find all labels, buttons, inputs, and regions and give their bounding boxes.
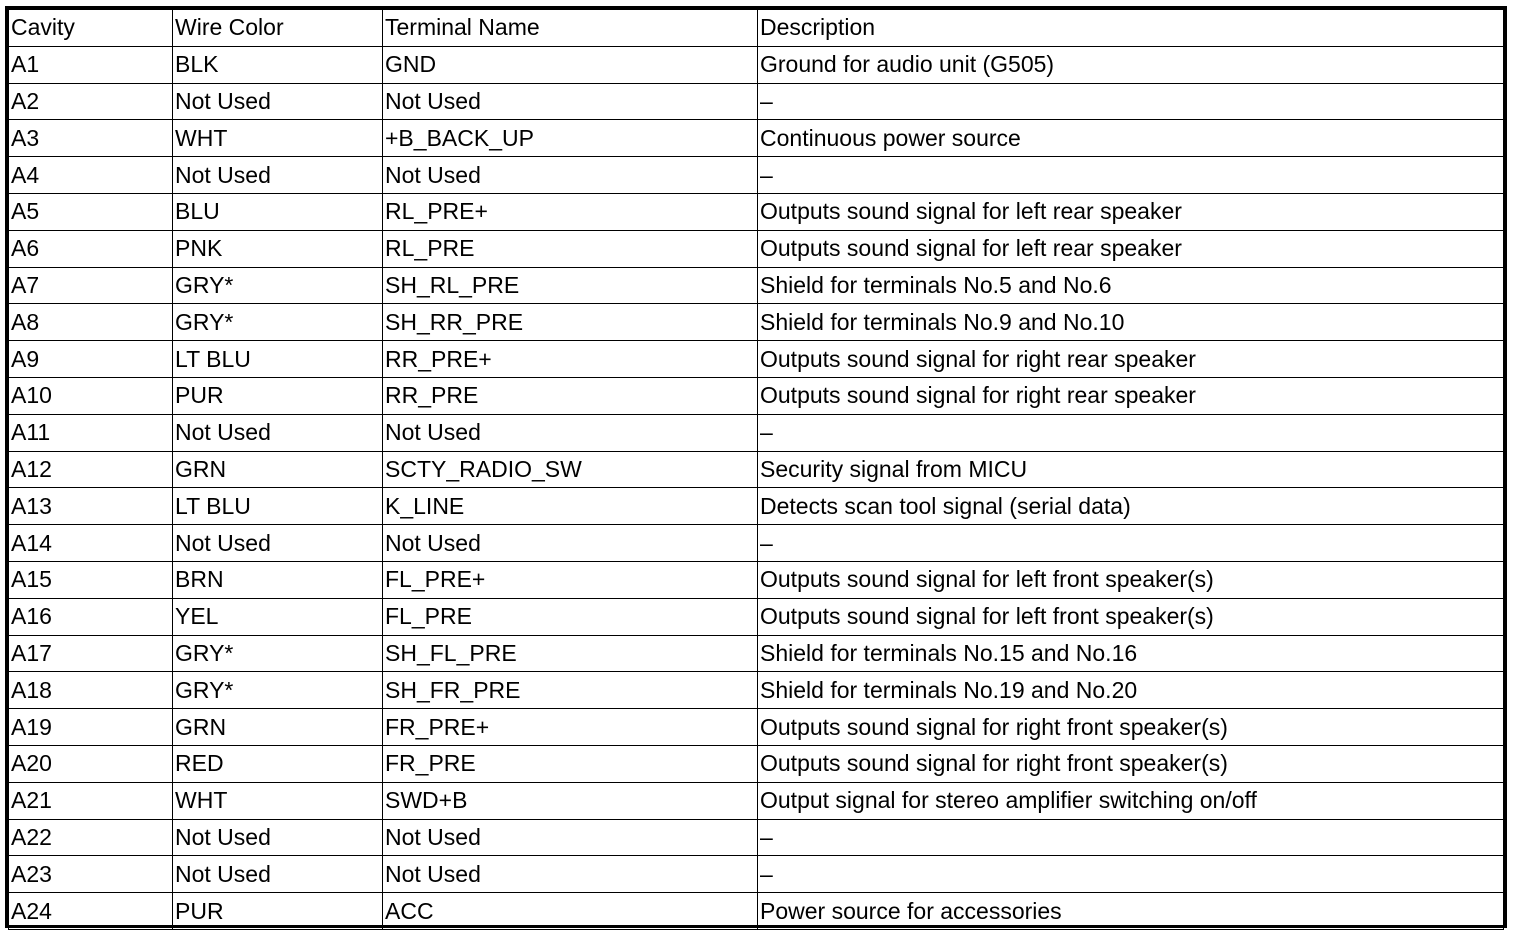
cell-description: Output signal for stereo amplifier switching on/off — [758, 782, 1504, 819]
table-row — [9, 120, 1504, 157]
cell-wire-color: WHT — [173, 782, 383, 819]
table-row — [9, 341, 1504, 378]
cell-terminal-name: FR_PRE — [383, 745, 758, 782]
cell-wire-color: BRN — [173, 561, 383, 598]
cell-cavity: A11 — [9, 414, 173, 451]
cell-terminal-name: SH_FR_PRE — [383, 672, 758, 709]
cell-wire-color: LT BLU — [173, 488, 383, 525]
cell-terminal-name: Not Used — [383, 83, 758, 120]
cell-description: Shield for terminals No.15 and No.16 — [758, 635, 1504, 672]
cell-cavity: A16 — [9, 598, 173, 635]
cell-cavity: A15 — [9, 561, 173, 598]
cell-terminal-name: RR_PRE — [383, 377, 758, 414]
table-row — [9, 46, 1504, 83]
cell-cavity: A22 — [9, 819, 173, 856]
cell-cavity: A18 — [9, 672, 173, 709]
table-row — [9, 598, 1504, 635]
cell-cavity: A2 — [9, 83, 173, 120]
cell-wire-color: RED — [173, 745, 383, 782]
cell-description: – — [758, 856, 1504, 893]
cell-description: Outputs sound signal for left front speaker(s) — [758, 598, 1504, 635]
table-row — [9, 672, 1504, 709]
cell-wire-color: Not Used — [173, 856, 383, 893]
cell-wire-color: GRY* — [173, 304, 383, 341]
cell-cavity: A14 — [9, 525, 173, 562]
cell-cavity: A12 — [9, 451, 173, 488]
cell-wire-color: YEL — [173, 598, 383, 635]
cell-description: – — [758, 819, 1504, 856]
cell-terminal-name: SCTY_RADIO_SW — [383, 451, 758, 488]
cell-description: Shield for terminals No.5 and No.6 — [758, 267, 1504, 304]
header-cavity: Cavity — [9, 10, 173, 47]
header-wire-color: Wire Color — [173, 10, 383, 47]
cell-terminal-name: Not Used — [383, 414, 758, 451]
cell-cavity: A8 — [9, 304, 173, 341]
header-terminal-name: Terminal Name — [383, 10, 758, 47]
cell-terminal-name: SWD+B — [383, 782, 758, 819]
table-row — [9, 819, 1504, 856]
table-row — [9, 745, 1504, 782]
cell-description: – — [758, 414, 1504, 451]
cell-cavity: A6 — [9, 230, 173, 267]
table-row — [9, 488, 1504, 525]
cell-wire-color: BLK — [173, 46, 383, 83]
cell-terminal-name: GND — [383, 46, 758, 83]
cell-terminal-name: +B_BACK_UP — [383, 120, 758, 157]
cell-terminal-name: Not Used — [383, 157, 758, 194]
table-row — [9, 782, 1504, 819]
table-row — [9, 856, 1504, 893]
cell-wire-color: Not Used — [173, 525, 383, 562]
cell-terminal-name: RL_PRE+ — [383, 193, 758, 230]
cell-wire-color: LT BLU — [173, 341, 383, 378]
cell-cavity: A1 — [9, 46, 173, 83]
cell-description: – — [758, 525, 1504, 562]
cell-cavity: A3 — [9, 120, 173, 157]
table-row — [9, 304, 1504, 341]
table-row — [9, 451, 1504, 488]
cell-description: Power source for accessories — [758, 893, 1504, 930]
cell-cavity: A4 — [9, 157, 173, 194]
cell-description: Outputs sound signal for left rear speaker — [758, 230, 1504, 267]
cell-description: Continuous power source — [758, 120, 1504, 157]
cell-cavity: A5 — [9, 193, 173, 230]
cell-wire-color: PUR — [173, 377, 383, 414]
cell-terminal-name: SH_FL_PRE — [383, 635, 758, 672]
cell-terminal-name: K_LINE — [383, 488, 758, 525]
cell-wire-color: Not Used — [173, 83, 383, 120]
cell-description: Shield for terminals No.9 and No.10 — [758, 304, 1504, 341]
cell-terminal-name: SH_RL_PRE — [383, 267, 758, 304]
cell-cavity: A13 — [9, 488, 173, 525]
cell-description: Security signal from MICU — [758, 451, 1504, 488]
cell-wire-color: PNK — [173, 230, 383, 267]
cell-wire-color: GRY* — [173, 267, 383, 304]
table-row — [9, 377, 1504, 414]
table-row — [9, 893, 1504, 930]
cell-wire-color: PUR — [173, 893, 383, 930]
cell-wire-color: BLU — [173, 193, 383, 230]
table-row — [9, 525, 1504, 562]
table-header-row — [9, 10, 1504, 47]
cell-cavity: A20 — [9, 745, 173, 782]
cell-wire-color: WHT — [173, 120, 383, 157]
cell-description: Outputs sound signal for left front speaker(s) — [758, 561, 1504, 598]
cell-wire-color: Not Used — [173, 157, 383, 194]
cell-wire-color: Not Used — [173, 819, 383, 856]
cell-wire-color: GRY* — [173, 672, 383, 709]
cell-wire-color: GRN — [173, 451, 383, 488]
table-row — [9, 267, 1504, 304]
table-row — [9, 414, 1504, 451]
cell-cavity: A10 — [9, 377, 173, 414]
table-row — [9, 193, 1504, 230]
table-row — [9, 561, 1504, 598]
cell-cavity: A23 — [9, 856, 173, 893]
cell-cavity: A21 — [9, 782, 173, 819]
cell-wire-color: Not Used — [173, 414, 383, 451]
table-row — [9, 709, 1504, 746]
table-row — [9, 83, 1504, 120]
cell-description: Outputs sound signal for right rear speaker — [758, 377, 1504, 414]
cell-description: Outputs sound signal for left rear speaker — [758, 193, 1504, 230]
cell-wire-color: GRY* — [173, 635, 383, 672]
cell-terminal-name: Not Used — [383, 819, 758, 856]
cell-description: Outputs sound signal for right front speaker(s) — [758, 709, 1504, 746]
cell-description: Outputs sound signal for right rear speaker — [758, 341, 1504, 378]
cell-terminal-name: FL_PRE — [383, 598, 758, 635]
cell-terminal-name: FR_PRE+ — [383, 709, 758, 746]
cell-cavity: A17 — [9, 635, 173, 672]
cell-description: – — [758, 157, 1504, 194]
cell-description: Ground for audio unit (G505) — [758, 46, 1504, 83]
cell-cavity: A19 — [9, 709, 173, 746]
connector-pinout-table — [8, 9, 1504, 930]
cell-terminal-name: Not Used — [383, 856, 758, 893]
cell-terminal-name: RR_PRE+ — [383, 341, 758, 378]
cell-cavity: A24 — [9, 893, 173, 930]
cell-description: Detects scan tool signal (serial data) — [758, 488, 1504, 525]
table-row — [9, 157, 1504, 194]
cell-description: Shield for terminals No.19 and No.20 — [758, 672, 1504, 709]
table-row — [9, 230, 1504, 267]
cell-description: Outputs sound signal for right front speaker(s) — [758, 745, 1504, 782]
table-row — [9, 635, 1504, 672]
cell-wire-color: GRN — [173, 709, 383, 746]
cell-cavity: A9 — [9, 341, 173, 378]
cell-terminal-name: RL_PRE — [383, 230, 758, 267]
table-body — [9, 46, 1504, 929]
cell-terminal-name: ACC — [383, 893, 758, 930]
connector-table-frame — [5, 6, 1507, 928]
header-description: Description — [758, 10, 1504, 47]
cell-terminal-name: FL_PRE+ — [383, 561, 758, 598]
cell-description: – — [758, 83, 1504, 120]
cell-terminal-name: SH_RR_PRE — [383, 304, 758, 341]
cell-cavity: A7 — [9, 267, 173, 304]
cell-terminal-name: Not Used — [383, 525, 758, 562]
